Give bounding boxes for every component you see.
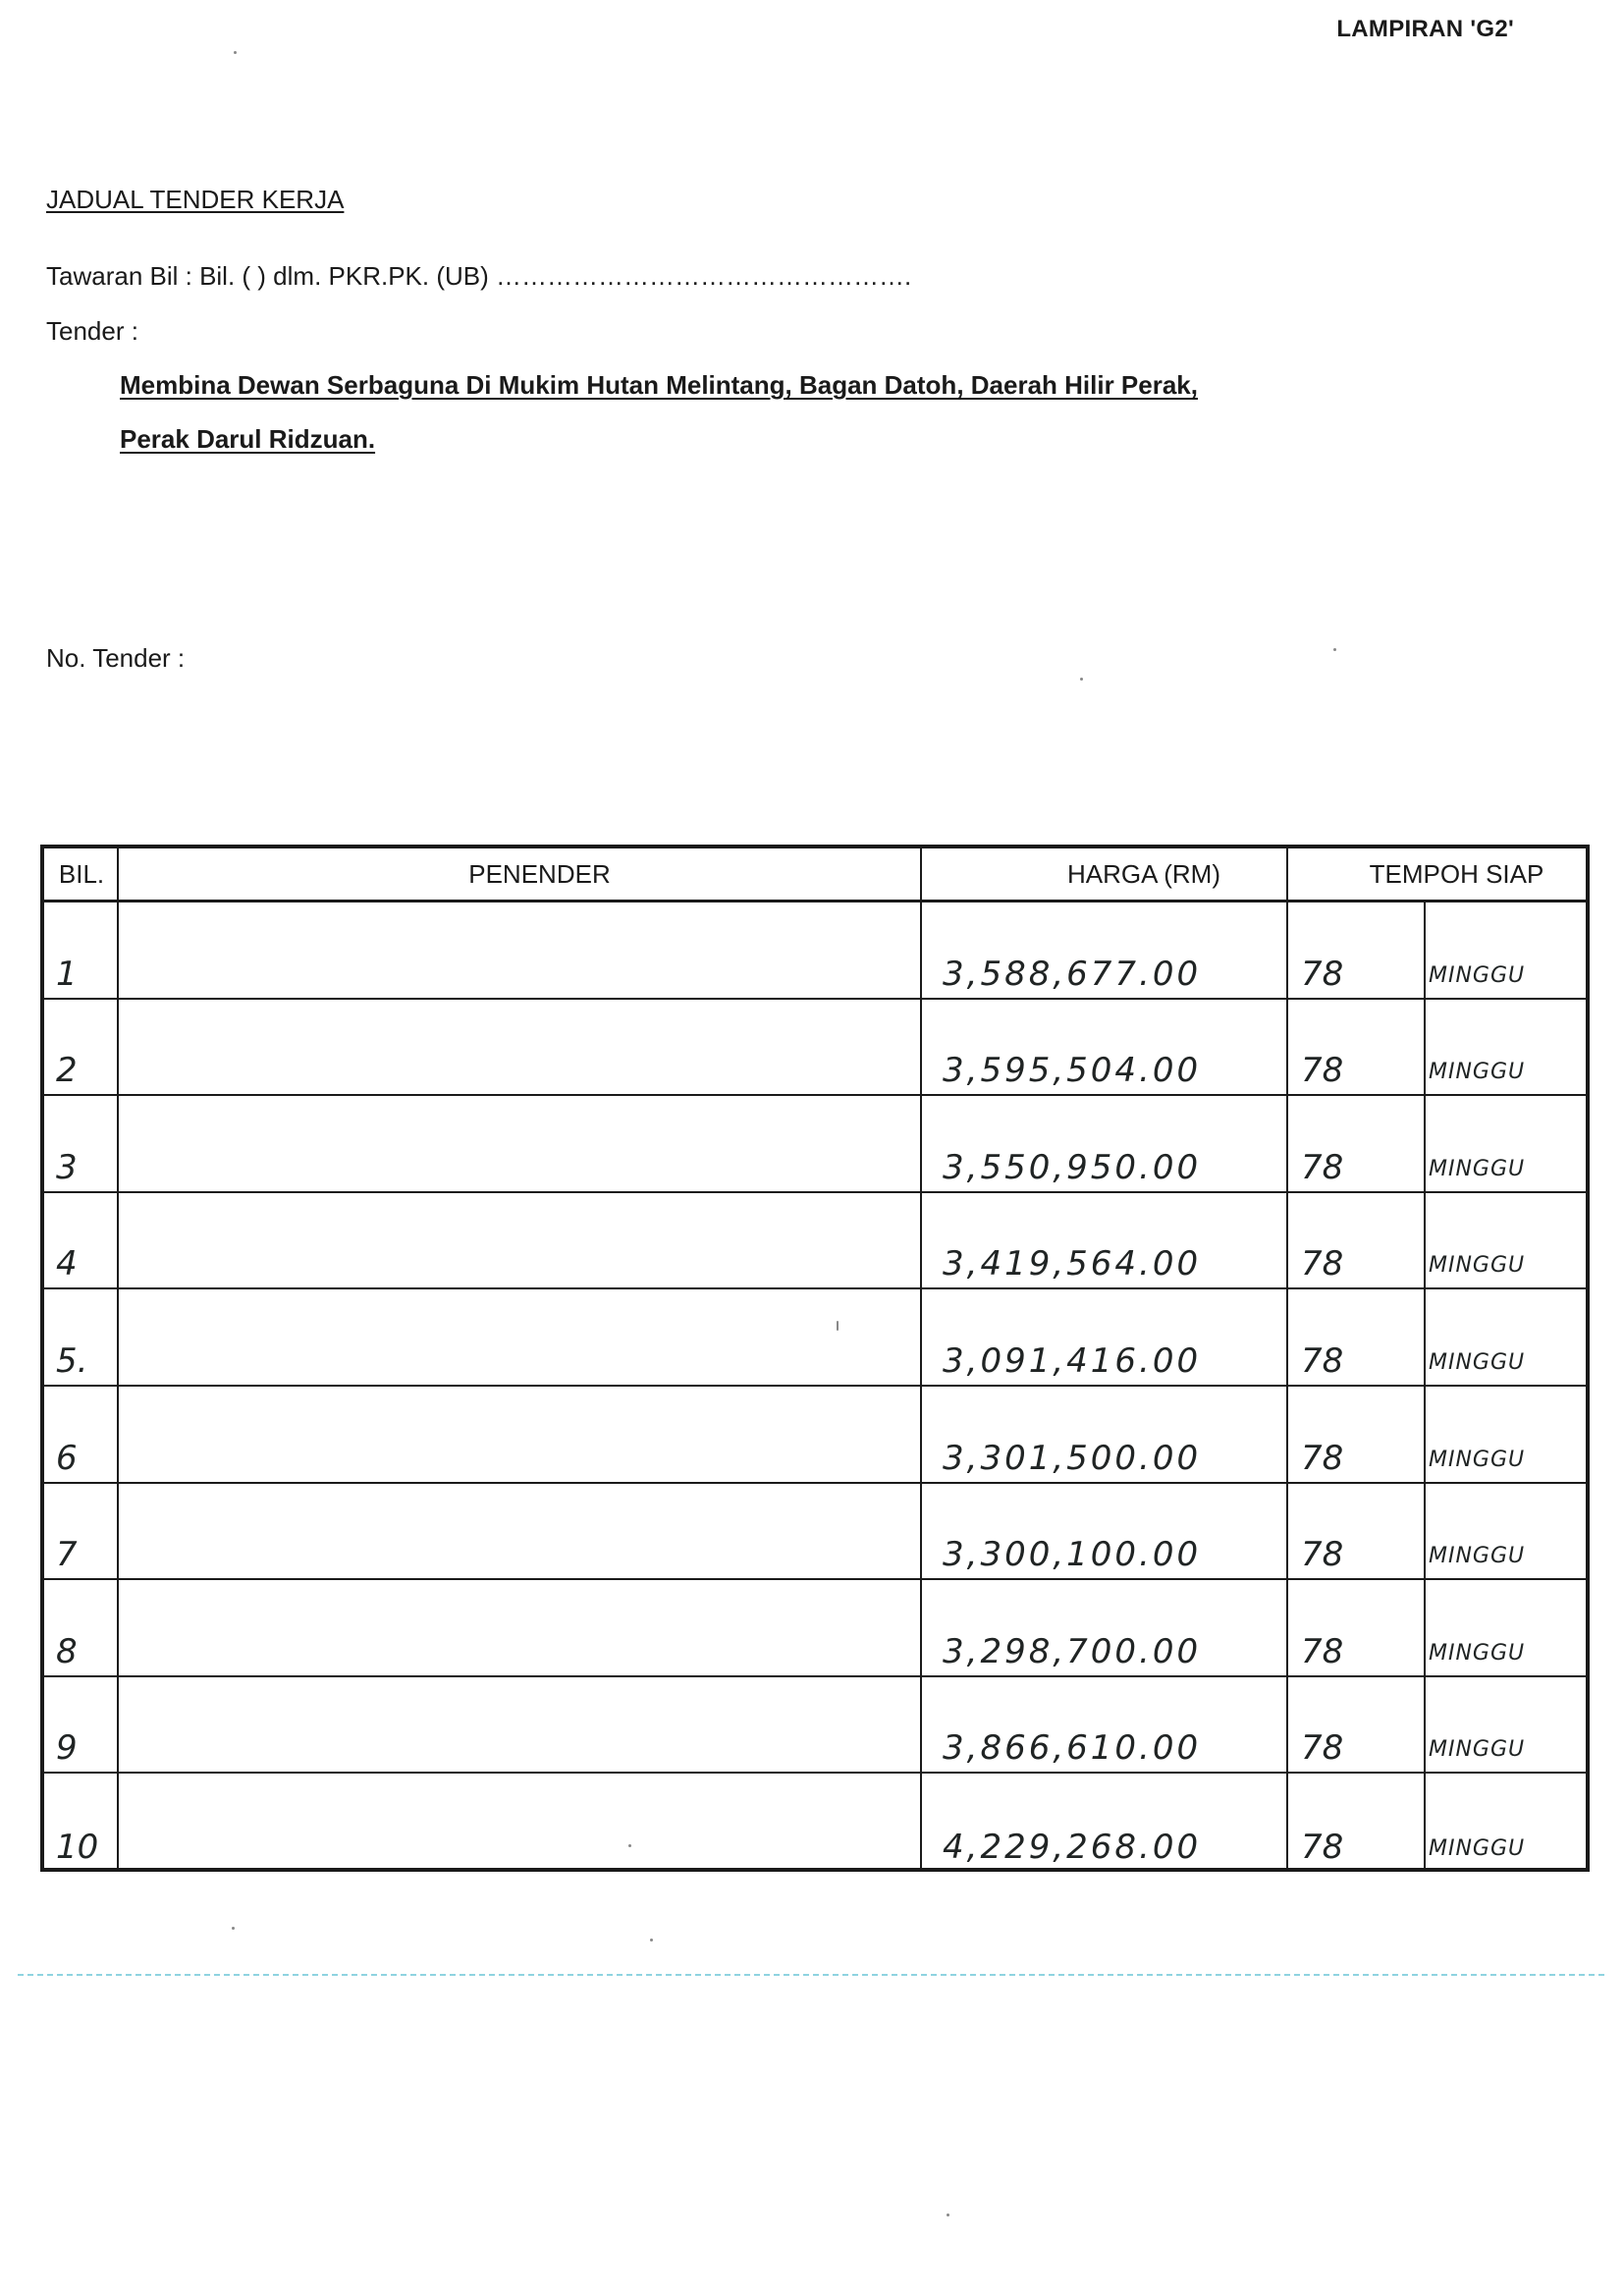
row-tempoh: 78 <box>1301 1438 1344 1478</box>
table-body <box>44 902 1586 1871</box>
row-harga: 3,301,500.00 <box>943 1438 1202 1478</box>
table-row <box>44 1000 1586 1097</box>
row-unit: MINGGU <box>1429 1640 1526 1666</box>
table-header <box>44 848 1586 902</box>
row-tempoh: 78 <box>1301 1728 1344 1769</box>
tender-table <box>40 845 1590 1872</box>
row-harga: 3,419,564.00 <box>943 1244 1202 1285</box>
header-penender: PENENDER <box>468 859 611 889</box>
row-harga: 3,298,700.00 <box>943 1631 1202 1671</box>
document-heading: JADUAL TENDER KERJA <box>46 185 345 214</box>
row-unit: MINGGU <box>1429 1737 1526 1763</box>
row-bil: 4 <box>56 1244 78 1285</box>
table-row <box>44 902 1586 1000</box>
scan-speck <box>234 51 237 54</box>
header-harga: HARGA (RM) <box>1067 859 1220 889</box>
table-row <box>44 1774 1586 1871</box>
row-bil: 8 <box>56 1631 78 1671</box>
row-harga: 3,866,610.00 <box>943 1728 1202 1769</box>
lampiran-label: LAMPIRAN 'G2' <box>1336 16 1514 42</box>
row-unit: MINGGU <box>1429 1253 1526 1279</box>
scan-divider-line <box>18 1974 1604 1976</box>
table-row <box>44 1484 1586 1581</box>
row-unit: MINGGU <box>1429 1447 1526 1472</box>
row-unit: MINGGU <box>1429 1156 1526 1181</box>
row-harga: 3,300,100.00 <box>943 1535 1202 1575</box>
row-unit: MINGGU <box>1429 1835 1526 1861</box>
row-tempoh: 78 <box>1301 1535 1344 1575</box>
row-tempoh: 78 <box>1301 1051 1344 1091</box>
row-tempoh: 78 <box>1301 1244 1344 1285</box>
row-harga: 3,091,416.00 <box>943 1340 1202 1381</box>
row-harga: 3,588,677.00 <box>943 954 1202 994</box>
row-tempoh: 78 <box>1301 1147 1344 1187</box>
row-harga: 3,595,504.00 <box>943 1051 1202 1091</box>
no-tender-label: No. Tender : <box>46 643 186 673</box>
table-row <box>44 1289 1586 1387</box>
tender-label: Tender : <box>46 316 138 346</box>
row-bil: 9 <box>56 1728 78 1769</box>
row-bil: 6 <box>56 1438 78 1478</box>
row-bil: 2 <box>56 1051 78 1091</box>
row-tempoh: 78 <box>1301 1631 1344 1671</box>
scan-speck <box>837 1321 839 1331</box>
row-bil: 3 <box>56 1147 78 1187</box>
row-tempoh: 78 <box>1301 1340 1344 1381</box>
table-row <box>44 1580 1586 1677</box>
row-bil: 7 <box>56 1535 78 1575</box>
table-row <box>44 1096 1586 1193</box>
header-tempoh: TEMPOH SIAP <box>1369 859 1544 889</box>
table-row <box>44 1193 1586 1290</box>
row-unit: MINGGU <box>1429 962 1526 988</box>
scan-speck <box>628 1844 631 1847</box>
scan-speck <box>650 1939 653 1941</box>
row-bil: 10 <box>56 1827 99 1867</box>
table-row <box>44 1387 1586 1484</box>
project-title-line-2: Perak Darul Ridzuan. <box>120 424 376 454</box>
scan-speck <box>1333 648 1336 651</box>
row-bil: 5. <box>56 1340 88 1381</box>
row-unit: MINGGU <box>1429 1349 1526 1375</box>
scan-speck <box>232 1927 235 1930</box>
row-unit: MINGGU <box>1429 1060 1526 1085</box>
row-harga: 3,550,950.00 <box>943 1147 1202 1187</box>
row-bil: 1 <box>56 954 78 994</box>
header-bil: BIL. <box>58 859 105 889</box>
project-title-line-1: Membina Dewan Serbaguna Di Mukim Hutan Melintang, Bagan Datoh, Daerah Hilir Perak, <box>120 370 1198 400</box>
tawaran-line: Tawaran Bil : Bil. ( ) dlm. PKR.PK. (UB) …………………………………………. <box>46 261 912 291</box>
row-tempoh: 78 <box>1301 1827 1344 1867</box>
row-unit: MINGGU <box>1429 1544 1526 1569</box>
table-row <box>44 1677 1586 1775</box>
scan-speck <box>947 2214 949 2216</box>
row-harga: 4,229,268.00 <box>943 1827 1202 1867</box>
scan-speck <box>1080 678 1083 681</box>
row-tempoh: 78 <box>1301 954 1344 994</box>
